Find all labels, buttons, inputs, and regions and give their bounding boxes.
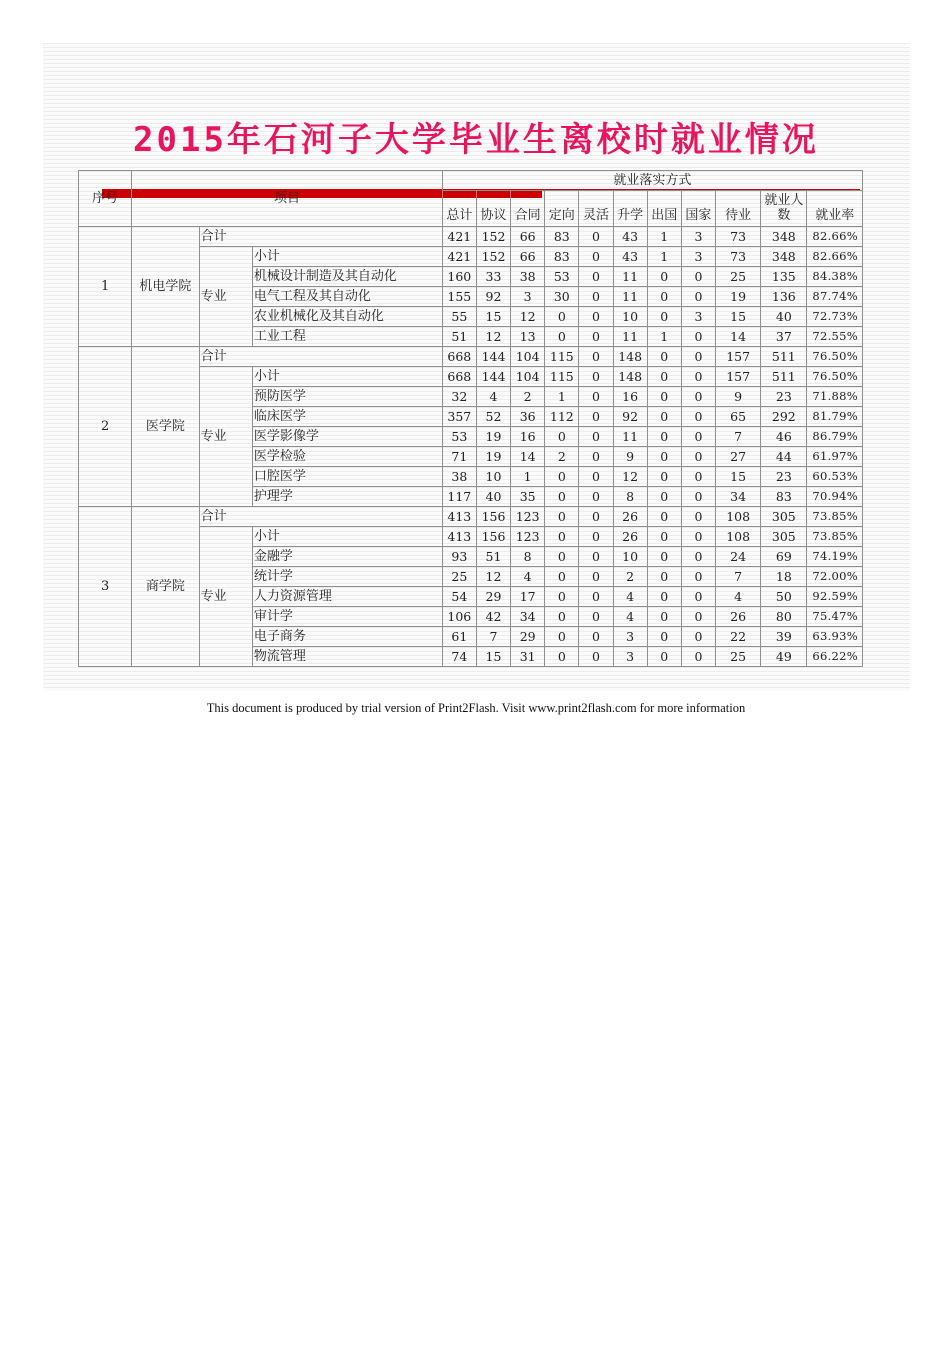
major-name-cell: 小计 bbox=[252, 247, 442, 267]
value-cell: 93 bbox=[442, 547, 476, 567]
major-name-cell: 小计 bbox=[252, 527, 442, 547]
value-cell: 0 bbox=[545, 547, 579, 567]
value-cell: 156 bbox=[476, 507, 510, 527]
value-cell: 160 bbox=[442, 267, 476, 287]
header-row-top bbox=[79, 171, 863, 191]
value-cell: 0 bbox=[681, 627, 715, 647]
value-cell: 0 bbox=[681, 407, 715, 427]
value-cell: 3 bbox=[613, 647, 647, 667]
value-cell: 53 bbox=[442, 427, 476, 447]
college-name-cell: 机电学院 bbox=[132, 227, 199, 347]
value-cell: 39 bbox=[761, 627, 807, 647]
value-cell: 136 bbox=[761, 287, 807, 307]
value-cell: 4 bbox=[511, 567, 545, 587]
value-cell: 0 bbox=[647, 387, 681, 407]
value-cell: 421 bbox=[442, 247, 476, 267]
value-cell: 0 bbox=[579, 447, 613, 467]
value-cell: 0 bbox=[647, 287, 681, 307]
value-cell: 7 bbox=[716, 427, 761, 447]
value-cell: 156 bbox=[476, 527, 510, 547]
major-label-cell: 专业 bbox=[199, 367, 252, 507]
value-cell: 92 bbox=[613, 407, 647, 427]
value-cell: 29 bbox=[476, 587, 510, 607]
major-name-cell: 物流管理 bbox=[252, 647, 442, 667]
employment-rate-cell: 82.66% bbox=[807, 227, 863, 247]
value-cell: 61 bbox=[442, 627, 476, 647]
value-cell: 42 bbox=[476, 607, 510, 627]
value-cell: 135 bbox=[761, 267, 807, 287]
value-cell: 0 bbox=[681, 367, 715, 387]
value-cell: 55 bbox=[442, 307, 476, 327]
value-cell: 1 bbox=[647, 327, 681, 347]
value-cell: 29 bbox=[511, 627, 545, 647]
value-cell: 0 bbox=[681, 587, 715, 607]
value-cell: 0 bbox=[579, 307, 613, 327]
value-cell: 0 bbox=[579, 547, 613, 567]
value-cell: 0 bbox=[579, 567, 613, 587]
value-cell: 11 bbox=[613, 267, 647, 287]
value-cell: 66 bbox=[511, 247, 545, 267]
col-item-header: 项目 bbox=[132, 171, 443, 227]
employment-rate-cell: 70.94% bbox=[807, 487, 863, 507]
value-cell: 8 bbox=[511, 547, 545, 567]
value-cell: 0 bbox=[545, 507, 579, 527]
value-cell: 0 bbox=[681, 287, 715, 307]
value-cell: 115 bbox=[545, 367, 579, 387]
value-cell: 4 bbox=[613, 587, 647, 607]
table-body bbox=[79, 227, 863, 667]
value-cell: 27 bbox=[716, 447, 761, 467]
value-cell: 0 bbox=[647, 427, 681, 447]
value-cell: 0 bbox=[545, 567, 579, 587]
value-cell: 83 bbox=[545, 247, 579, 267]
value-cell: 13 bbox=[511, 327, 545, 347]
value-cell: 0 bbox=[647, 447, 681, 467]
value-cell: 51 bbox=[476, 547, 510, 567]
major-name-cell: 口腔医学 bbox=[252, 467, 442, 487]
value-cell: 23 bbox=[761, 467, 807, 487]
value-cell: 11 bbox=[613, 327, 647, 347]
value-cell: 0 bbox=[681, 347, 715, 367]
value-cell: 17 bbox=[511, 587, 545, 607]
employment-rate-cell: 87.74% bbox=[807, 287, 863, 307]
value-cell: 16 bbox=[613, 387, 647, 407]
value-cell: 144 bbox=[476, 367, 510, 387]
employment-table-wrap bbox=[78, 170, 863, 667]
value-cell: 43 bbox=[613, 227, 647, 247]
col-header: 协议 bbox=[476, 191, 510, 227]
value-cell: 413 bbox=[442, 527, 476, 547]
value-cell: 1 bbox=[647, 247, 681, 267]
col-header: 定向 bbox=[545, 191, 579, 227]
value-cell: 69 bbox=[761, 547, 807, 567]
value-cell: 9 bbox=[716, 387, 761, 407]
major-label-cell: 专业 bbox=[199, 247, 252, 347]
col-header: 合同 bbox=[511, 191, 545, 227]
value-cell: 3 bbox=[511, 287, 545, 307]
employment-rate-cell: 86.79% bbox=[807, 427, 863, 447]
value-cell: 80 bbox=[761, 607, 807, 627]
value-cell: 305 bbox=[761, 527, 807, 547]
value-cell: 19 bbox=[476, 447, 510, 467]
value-cell: 0 bbox=[647, 507, 681, 527]
value-cell: 19 bbox=[716, 287, 761, 307]
value-cell: 0 bbox=[579, 467, 613, 487]
value-cell: 152 bbox=[476, 227, 510, 247]
value-cell: 66 bbox=[511, 227, 545, 247]
value-cell: 38 bbox=[511, 267, 545, 287]
value-cell: 123 bbox=[511, 527, 545, 547]
value-cell: 2 bbox=[511, 387, 545, 407]
value-cell: 148 bbox=[613, 347, 647, 367]
value-cell: 38 bbox=[442, 467, 476, 487]
value-cell: 0 bbox=[579, 267, 613, 287]
table-row bbox=[79, 507, 863, 527]
value-cell: 0 bbox=[545, 527, 579, 547]
value-cell: 0 bbox=[647, 527, 681, 547]
value-cell: 123 bbox=[511, 507, 545, 527]
value-cell: 0 bbox=[681, 327, 715, 347]
value-cell: 0 bbox=[681, 547, 715, 567]
value-cell: 0 bbox=[545, 607, 579, 627]
major-name-cell: 统计学 bbox=[252, 567, 442, 587]
group-header: 就业落实方式 bbox=[442, 171, 862, 191]
value-cell: 0 bbox=[647, 547, 681, 567]
value-cell: 148 bbox=[613, 367, 647, 387]
value-cell: 24 bbox=[716, 547, 761, 567]
value-cell: 0 bbox=[681, 267, 715, 287]
value-cell: 0 bbox=[579, 227, 613, 247]
value-cell: 421 bbox=[442, 227, 476, 247]
total-label-cell: 合计 bbox=[199, 227, 442, 247]
value-cell: 10 bbox=[613, 307, 647, 327]
value-cell: 0 bbox=[681, 487, 715, 507]
value-cell: 12 bbox=[613, 467, 647, 487]
value-cell: 0 bbox=[579, 247, 613, 267]
value-cell: 25 bbox=[442, 567, 476, 587]
value-cell: 11 bbox=[613, 287, 647, 307]
employment-rate-cell: 72.73% bbox=[807, 307, 863, 327]
value-cell: 108 bbox=[716, 527, 761, 547]
value-cell: 0 bbox=[681, 567, 715, 587]
value-cell: 0 bbox=[681, 387, 715, 407]
value-cell: 668 bbox=[442, 347, 476, 367]
employment-table bbox=[78, 170, 863, 667]
value-cell: 23 bbox=[761, 387, 807, 407]
value-cell: 0 bbox=[545, 307, 579, 327]
value-cell: 10 bbox=[476, 467, 510, 487]
page-title: 2015年石河子大学毕业生离校时就业情况 bbox=[133, 120, 819, 160]
value-cell: 0 bbox=[579, 587, 613, 607]
value-cell: 0 bbox=[647, 607, 681, 627]
value-cell: 83 bbox=[761, 487, 807, 507]
value-cell: 11 bbox=[613, 427, 647, 447]
value-cell: 31 bbox=[511, 647, 545, 667]
college-name-cell: 商学院 bbox=[132, 507, 199, 667]
value-cell: 0 bbox=[681, 447, 715, 467]
value-cell: 15 bbox=[716, 467, 761, 487]
employment-rate-cell: 72.55% bbox=[807, 327, 863, 347]
value-cell: 26 bbox=[716, 607, 761, 627]
value-cell: 0 bbox=[647, 487, 681, 507]
value-cell: 52 bbox=[476, 407, 510, 427]
value-cell: 0 bbox=[647, 567, 681, 587]
value-cell: 35 bbox=[511, 487, 545, 507]
value-cell: 65 bbox=[716, 407, 761, 427]
value-cell: 53 bbox=[545, 267, 579, 287]
value-cell: 0 bbox=[579, 527, 613, 547]
value-cell: 92 bbox=[476, 287, 510, 307]
value-cell: 0 bbox=[545, 587, 579, 607]
employment-rate-cell: 66.22% bbox=[807, 647, 863, 667]
value-cell: 0 bbox=[545, 327, 579, 347]
value-cell: 74 bbox=[442, 647, 476, 667]
employment-rate-cell: 71.88% bbox=[807, 387, 863, 407]
value-cell: 0 bbox=[647, 647, 681, 667]
major-label-cell: 专业 bbox=[199, 527, 252, 667]
employment-rate-cell: 76.50% bbox=[807, 347, 863, 367]
total-label-cell: 合计 bbox=[199, 507, 442, 527]
value-cell: 0 bbox=[647, 627, 681, 647]
col-seq-header: 序号 bbox=[79, 171, 132, 227]
value-cell: 12 bbox=[476, 567, 510, 587]
value-cell: 0 bbox=[647, 347, 681, 367]
value-cell: 1 bbox=[647, 227, 681, 247]
value-cell: 36 bbox=[511, 407, 545, 427]
value-cell: 0 bbox=[579, 287, 613, 307]
value-cell: 34 bbox=[511, 607, 545, 627]
value-cell: 0 bbox=[579, 507, 613, 527]
value-cell: 0 bbox=[647, 407, 681, 427]
value-cell: 511 bbox=[761, 347, 807, 367]
value-cell: 0 bbox=[579, 387, 613, 407]
employment-rate-cell: 63.93% bbox=[807, 627, 863, 647]
value-cell: 108 bbox=[716, 507, 761, 527]
value-cell: 10 bbox=[613, 547, 647, 567]
value-cell: 4 bbox=[613, 607, 647, 627]
value-cell: 413 bbox=[442, 507, 476, 527]
value-cell: 0 bbox=[681, 467, 715, 487]
value-cell: 33 bbox=[476, 267, 510, 287]
total-label-cell: 合计 bbox=[199, 347, 442, 367]
value-cell: 0 bbox=[647, 587, 681, 607]
college-seq-cell: 2 bbox=[79, 347, 132, 507]
value-cell: 9 bbox=[613, 447, 647, 467]
col-header: 总计 bbox=[442, 191, 476, 227]
value-cell: 157 bbox=[716, 347, 761, 367]
value-cell: 0 bbox=[545, 647, 579, 667]
value-cell: 12 bbox=[476, 327, 510, 347]
value-cell: 357 bbox=[442, 407, 476, 427]
value-cell: 0 bbox=[545, 467, 579, 487]
major-name-cell: 护理学 bbox=[252, 487, 442, 507]
value-cell: 26 bbox=[613, 507, 647, 527]
value-cell: 30 bbox=[545, 287, 579, 307]
col-header: 升学 bbox=[613, 191, 647, 227]
value-cell: 2 bbox=[613, 567, 647, 587]
value-cell: 0 bbox=[681, 427, 715, 447]
value-cell: 104 bbox=[511, 367, 545, 387]
major-name-cell: 电子商务 bbox=[252, 627, 442, 647]
col-header: 待业 bbox=[716, 191, 761, 227]
college-seq-cell: 3 bbox=[79, 507, 132, 667]
value-cell: 37 bbox=[761, 327, 807, 347]
value-cell: 155 bbox=[442, 287, 476, 307]
value-cell: 26 bbox=[613, 527, 647, 547]
value-cell: 0 bbox=[579, 327, 613, 347]
value-cell: 12 bbox=[511, 307, 545, 327]
col-header: 灵活 bbox=[579, 191, 613, 227]
employment-rate-cell: 72.00% bbox=[807, 567, 863, 587]
value-cell: 1 bbox=[511, 467, 545, 487]
value-cell: 144 bbox=[476, 347, 510, 367]
col-header: 就业人数 bbox=[761, 191, 807, 227]
value-cell: 14 bbox=[511, 447, 545, 467]
value-cell: 51 bbox=[442, 327, 476, 347]
major-name-cell: 金融学 bbox=[252, 547, 442, 567]
value-cell: 46 bbox=[761, 427, 807, 447]
value-cell: 0 bbox=[579, 487, 613, 507]
value-cell: 18 bbox=[761, 567, 807, 587]
employment-rate-cell: 61.97% bbox=[807, 447, 863, 467]
major-name-cell: 电气工程及其自动化 bbox=[252, 287, 442, 307]
value-cell: 49 bbox=[761, 647, 807, 667]
value-cell: 348 bbox=[761, 247, 807, 267]
value-cell: 32 bbox=[442, 387, 476, 407]
value-cell: 40 bbox=[761, 307, 807, 327]
table-row bbox=[79, 347, 863, 367]
value-cell: 40 bbox=[476, 487, 510, 507]
value-cell: 668 bbox=[442, 367, 476, 387]
value-cell: 50 bbox=[761, 587, 807, 607]
value-cell: 19 bbox=[476, 427, 510, 447]
value-cell: 15 bbox=[716, 307, 761, 327]
value-cell: 0 bbox=[647, 367, 681, 387]
value-cell: 8 bbox=[613, 487, 647, 507]
value-cell: 83 bbox=[545, 227, 579, 247]
col-header: 国家 bbox=[681, 191, 715, 227]
value-cell: 22 bbox=[716, 627, 761, 647]
major-name-cell: 预防医学 bbox=[252, 387, 442, 407]
value-cell: 0 bbox=[681, 647, 715, 667]
value-cell: 0 bbox=[681, 607, 715, 627]
value-cell: 3 bbox=[681, 307, 715, 327]
value-cell: 305 bbox=[761, 507, 807, 527]
major-name-cell: 临床医学 bbox=[252, 407, 442, 427]
col-header: 就业率 bbox=[807, 191, 863, 227]
value-cell: 112 bbox=[545, 407, 579, 427]
value-cell: 0 bbox=[647, 267, 681, 287]
employment-rate-cell: 84.38% bbox=[807, 267, 863, 287]
value-cell: 106 bbox=[442, 607, 476, 627]
employment-rate-cell: 81.79% bbox=[807, 407, 863, 427]
value-cell: 1 bbox=[545, 387, 579, 407]
value-cell: 0 bbox=[579, 427, 613, 447]
value-cell: 73 bbox=[716, 247, 761, 267]
value-cell: 15 bbox=[476, 647, 510, 667]
value-cell: 3 bbox=[681, 227, 715, 247]
value-cell: 4 bbox=[716, 587, 761, 607]
major-name-cell: 机械设计制造及其自动化 bbox=[252, 267, 442, 287]
value-cell: 7 bbox=[476, 627, 510, 647]
major-name-cell: 农业机械化及其自动化 bbox=[252, 307, 442, 327]
value-cell: 511 bbox=[761, 367, 807, 387]
value-cell: 0 bbox=[545, 487, 579, 507]
value-cell: 34 bbox=[716, 487, 761, 507]
col-header: 出国 bbox=[647, 191, 681, 227]
value-cell: 7 bbox=[716, 567, 761, 587]
college-seq-cell: 1 bbox=[79, 227, 132, 347]
value-cell: 104 bbox=[511, 347, 545, 367]
value-cell: 292 bbox=[761, 407, 807, 427]
value-cell: 44 bbox=[761, 447, 807, 467]
major-name-cell: 审计学 bbox=[252, 607, 442, 627]
college-name-cell: 医学院 bbox=[132, 347, 199, 507]
value-cell: 0 bbox=[545, 627, 579, 647]
major-name-cell: 人力资源管理 bbox=[252, 587, 442, 607]
value-cell: 3 bbox=[613, 627, 647, 647]
value-cell: 4 bbox=[476, 387, 510, 407]
value-cell: 157 bbox=[716, 367, 761, 387]
employment-rate-cell: 92.59% bbox=[807, 587, 863, 607]
value-cell: 0 bbox=[647, 467, 681, 487]
value-cell: 348 bbox=[761, 227, 807, 247]
value-cell: 0 bbox=[579, 367, 613, 387]
value-cell: 0 bbox=[579, 347, 613, 367]
value-cell: 25 bbox=[716, 267, 761, 287]
major-name-cell: 医学影像学 bbox=[252, 427, 442, 447]
value-cell: 16 bbox=[511, 427, 545, 447]
value-cell: 0 bbox=[681, 527, 715, 547]
value-cell: 0 bbox=[579, 407, 613, 427]
major-name-cell: 工业工程 bbox=[252, 327, 442, 347]
employment-rate-cell: 74.19% bbox=[807, 547, 863, 567]
value-cell: 0 bbox=[647, 307, 681, 327]
major-name-cell: 小计 bbox=[252, 367, 442, 387]
value-cell: 0 bbox=[579, 607, 613, 627]
value-cell: 152 bbox=[476, 247, 510, 267]
employment-rate-cell: 73.85% bbox=[807, 527, 863, 547]
value-cell: 71 bbox=[442, 447, 476, 467]
value-cell: 2 bbox=[545, 447, 579, 467]
value-cell: 73 bbox=[716, 227, 761, 247]
employment-rate-cell: 75.47% bbox=[807, 607, 863, 627]
value-cell: 54 bbox=[442, 587, 476, 607]
value-cell: 43 bbox=[613, 247, 647, 267]
value-cell: 14 bbox=[716, 327, 761, 347]
employment-rate-cell: 82.66% bbox=[807, 247, 863, 267]
footer-note: This document is produced by trial version of Print2Flash. Visit www.print2flash.com for more information bbox=[206, 701, 746, 715]
employment-rate-cell: 73.85% bbox=[807, 507, 863, 527]
value-cell: 0 bbox=[579, 647, 613, 667]
value-cell: 15 bbox=[476, 307, 510, 327]
value-cell: 117 bbox=[442, 487, 476, 507]
value-cell: 0 bbox=[579, 627, 613, 647]
major-name-cell: 医学检验 bbox=[252, 447, 442, 467]
employment-rate-cell: 60.53% bbox=[807, 467, 863, 487]
employment-rate-cell: 76.50% bbox=[807, 367, 863, 387]
value-cell: 0 bbox=[681, 507, 715, 527]
table-row bbox=[79, 227, 863, 247]
value-cell: 3 bbox=[681, 247, 715, 267]
value-cell: 115 bbox=[545, 347, 579, 367]
value-cell: 25 bbox=[716, 647, 761, 667]
value-cell: 0 bbox=[545, 427, 579, 447]
